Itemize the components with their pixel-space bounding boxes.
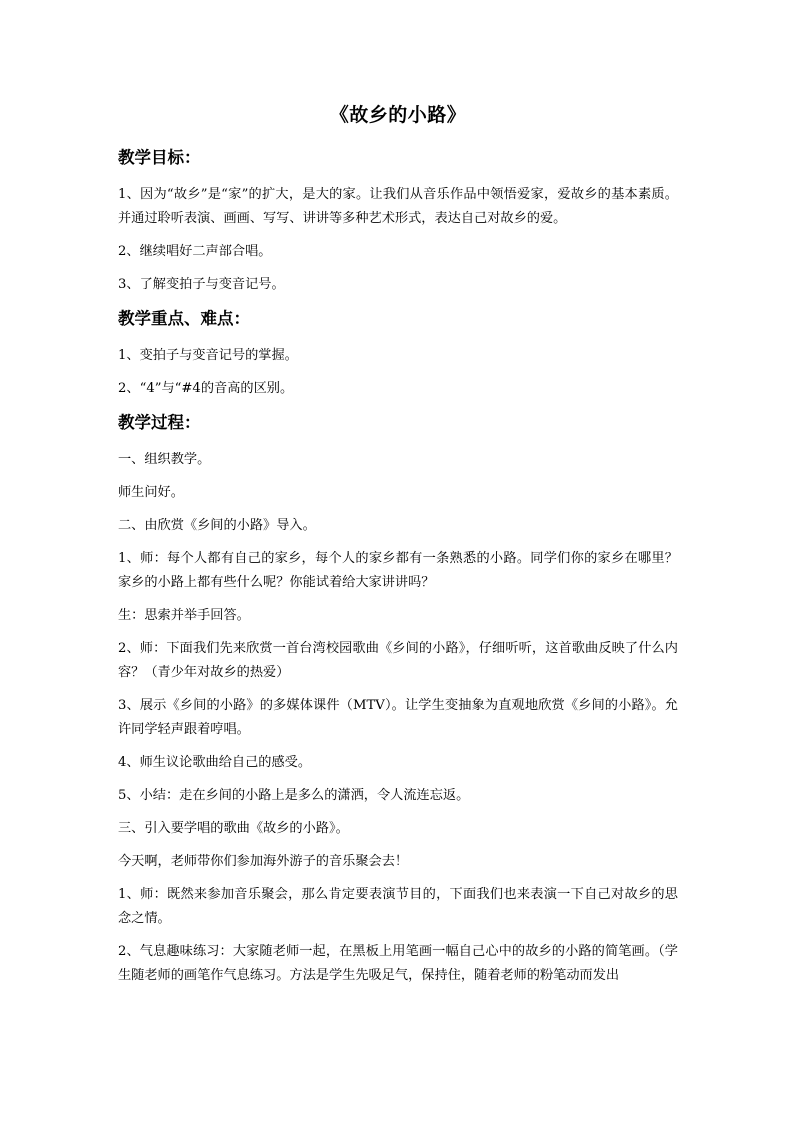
process-item: 三、引入要学唱的歌曲《故乡的小路》。 bbox=[118, 821, 349, 836]
process-item: 师生问好。 bbox=[118, 485, 184, 500]
section-heading-key-points: 教学重点、难点： bbox=[118, 309, 250, 328]
objective-item: 2、继续唱好二声部合唱。 bbox=[118, 244, 272, 259]
objective-item: 1、因为“故乡”是“家”的扩大，是大的家。让我们从音乐作品中领悟爱家，爱故乡的基本素质。并通过聆听表演、画画、写写、讲讲等多种艺术形式，表达自己对故乡的爱。 bbox=[118, 187, 678, 226]
process-item: 今天啊，老师带你们参加海外游子的音乐聚会去！ bbox=[118, 854, 409, 869]
document-page bbox=[118, 100, 678, 988]
objective-item: 3、了解变拍子与变音记号。 bbox=[118, 277, 285, 292]
process-item: 2、气息趣味练习：大家随老师一起，在黑板上用笔画一幅自己心中的故乡的小路的简笔画。（学生随老师的画笔作气息练习。方法是学生先吸足气，保持住，随着老师的粉笔动而发出 bbox=[118, 944, 678, 983]
key-point-item: 1、变拍子与变音记号的掌握。 bbox=[118, 348, 298, 363]
process-item: 一、组织教学。 bbox=[118, 452, 211, 467]
document-title: 《故乡的小路》 bbox=[329, 104, 467, 126]
process-item: 5、小结：走在乡间的小路上是多么的潇洒，令人流连忘返。 bbox=[118, 788, 470, 803]
process-item: 生：思索并举手回答。 bbox=[118, 608, 250, 623]
key-point-item: 2、“4”与“#4的音高的区别。 bbox=[118, 381, 294, 396]
process-item: 1、师：既然来参加音乐聚会，那么肯定要表演节目的，下面我们也来表演一下自己对故乡的思念之情。 bbox=[118, 887, 678, 926]
process-item: 3、展示《乡间的小路》的多媒体课件（MTV）。让学生变抽象为直观地欣赏《乡间的小路》。允许同学轻声跟着哼唱。 bbox=[118, 698, 678, 737]
process-item: 2、师：下面我们先来欣赏一首台湾校园歌曲《乡间的小路》，仔细听听，这首歌曲反映了什么内容？（青少年对故乡的热爱） bbox=[118, 641, 678, 680]
section-heading-objectives: 教学目标： bbox=[118, 148, 201, 167]
process-item: 1、师：每个人都有自己的家乡，每个人的家乡都有一条熟悉的小路。同学们你的家乡在哪里？家乡的小路上都有些什么呢？你能试着给大家讲讲吗？ bbox=[118, 551, 678, 590]
process-item: 二、由欣赏《乡间的小路》导入。 bbox=[118, 518, 316, 533]
section-heading-process: 教学过程： bbox=[118, 413, 201, 432]
process-item: 4、师生议论歌曲给自己的感受。 bbox=[118, 755, 312, 770]
